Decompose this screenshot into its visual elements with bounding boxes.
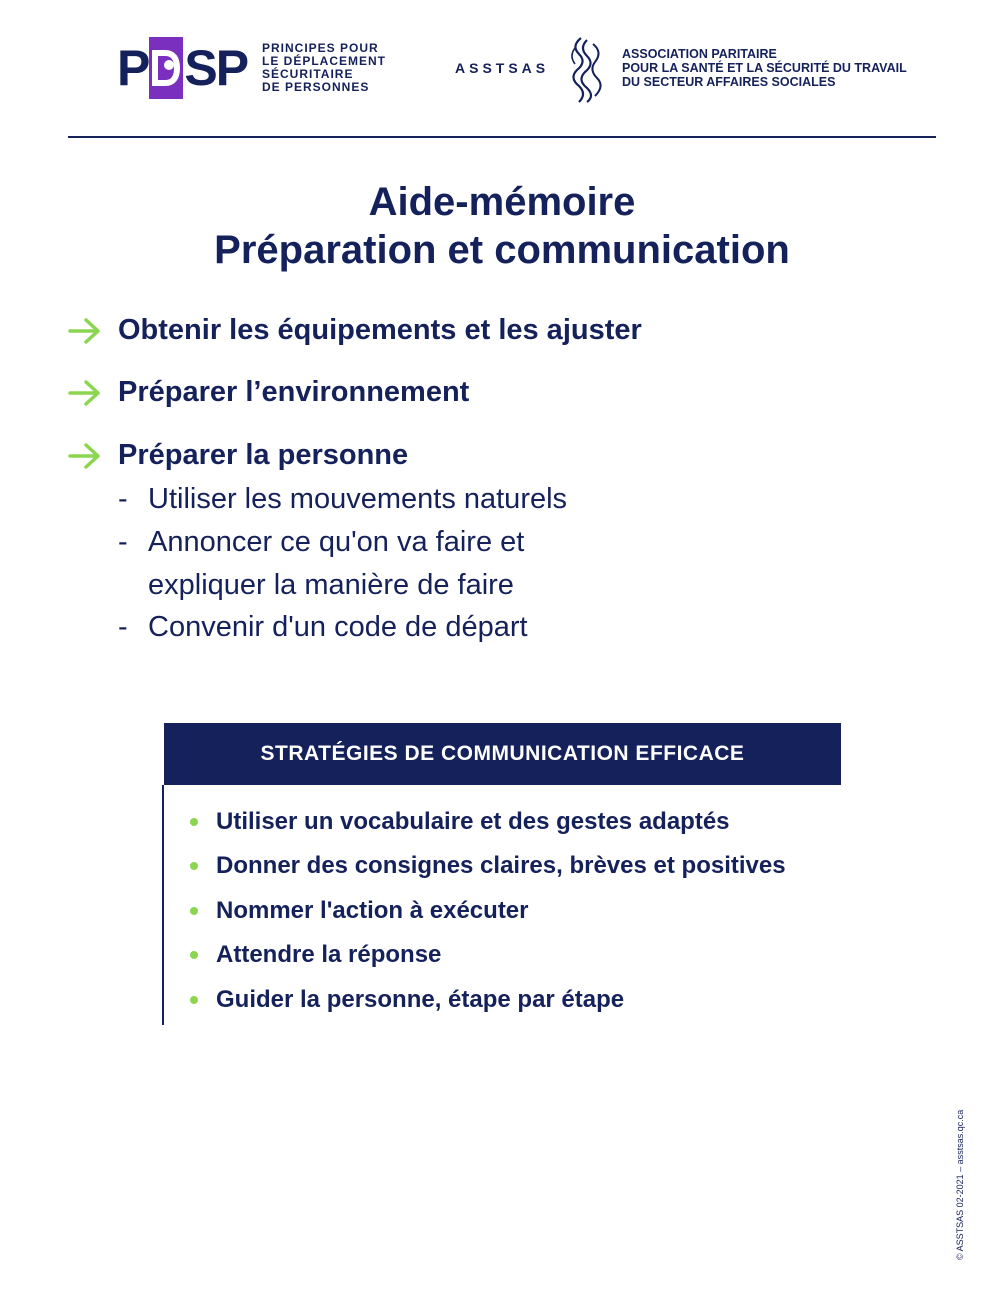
strategy-text: Utiliser un vocabulaire et des gestes adaptés <box>216 808 730 835</box>
strategy-item <box>190 941 441 969</box>
bullet-dot-icon <box>190 951 198 959</box>
asstsas-name-line: ASSOCIATION PARITAIRE <box>622 47 777 61</box>
strategy-text: Donner des consignes claires, brèves et positives <box>216 852 786 879</box>
asstsas-name-line: POUR LA SANTÉ ET LA SÉCURITÉ DU TRAVAIL <box>622 61 907 75</box>
substep-item <box>118 524 524 560</box>
copyright-notice <box>955 1090 969 1260</box>
pdsp-logo <box>117 36 247 100</box>
substep-text: expliquer la manière de faire <box>148 569 514 601</box>
substep-item <box>118 567 514 603</box>
strategy-item <box>190 852 786 880</box>
header-divider <box>68 136 936 138</box>
pdsp-tagline-line: DE PERSONNES <box>262 80 370 94</box>
pdsp-letters-sp: SP <box>184 40 248 96</box>
substep-dash: - <box>118 526 128 558</box>
page-title-line-1: Aide-mémoire <box>368 180 636 224</box>
pdsp-letter-p: P <box>117 40 149 96</box>
substep-item <box>118 609 528 645</box>
substep-dash: - <box>118 483 128 515</box>
strategy-item <box>190 897 529 925</box>
step-item <box>68 439 408 472</box>
asstsas-swirl-icon <box>567 34 607 104</box>
pdsp-letter-d-icon <box>149 37 183 99</box>
bullet-dot-icon <box>190 818 198 826</box>
strategy-text: Nommer l'action à exécuter <box>216 897 529 924</box>
strategy-item <box>190 808 730 836</box>
copyright-text: © ASSTSAS 02-2021 – asstsas.qc.ca <box>955 1109 965 1260</box>
step-label: Obtenir les équipements et les ajuster <box>118 314 642 346</box>
arrow-right-icon <box>68 441 104 471</box>
step-item <box>68 314 642 347</box>
pdsp-tagline-line: LE DÉPLACEMENT <box>262 54 387 68</box>
asstsas-name <box>622 47 907 89</box>
arrow-right-icon <box>68 316 104 346</box>
asstsas-wordmark: ASSTSAS <box>455 60 550 76</box>
substep-item <box>118 481 567 517</box>
strategy-text: Attendre la réponse <box>216 941 442 968</box>
step-label: Préparer la personne <box>118 439 409 471</box>
bullet-dot-icon <box>190 996 198 1004</box>
substep-dash: - <box>118 611 128 643</box>
strategies-heading: STRATÉGIES DE COMMUNICATION EFFICACE <box>164 723 841 785</box>
pdsp-tagline-line: SÉCURITAIRE <box>262 67 354 81</box>
asstsas-name-line: DU SECTEUR AFFAIRES SOCIALES <box>622 75 836 89</box>
step-label: Préparer l’environnement <box>118 376 470 408</box>
bullet-dot-icon <box>190 907 198 915</box>
substep-text: Utiliser les mouvements naturels <box>148 483 568 515</box>
strategy-item <box>190 986 624 1014</box>
bullet-dot-icon <box>190 862 198 870</box>
pdsp-tagline <box>262 42 402 94</box>
strategy-text: Guider la personne, étape par étape <box>216 986 625 1013</box>
substep-text: Convenir d'un code de départ <box>148 611 528 643</box>
pdsp-tagline-line: PRINCIPES POUR <box>262 41 379 55</box>
substep-text: Annoncer ce qu'on va faire et <box>148 526 525 558</box>
page-title-line-2: Préparation et communication <box>214 228 790 272</box>
strategies-border <box>162 785 164 1025</box>
step-item <box>68 376 469 409</box>
arrow-right-icon <box>68 378 104 408</box>
